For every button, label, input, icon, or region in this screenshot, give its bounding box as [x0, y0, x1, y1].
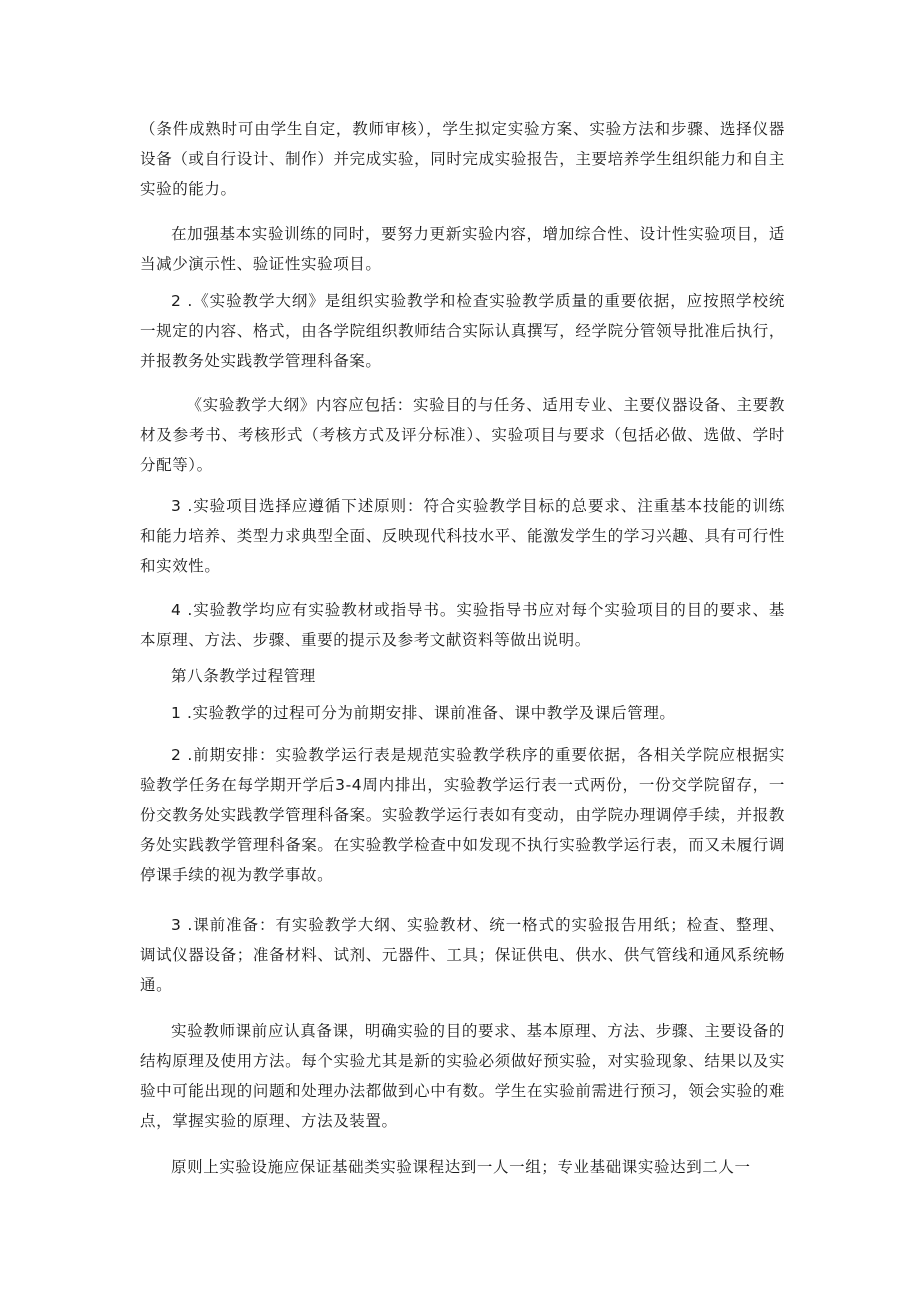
paragraph-teacher-preparation: 实验教师课前应认真备课，明确实验的目的要求、基本原理、方法、步骤、主要设备的结构原理及使用方法。每个实验尤其是新的实验必须做好预实验，对实验现象、结果以及实验中可能出现的问题和处理办法都做到心中有数。学生在实验前需进行预习，领会实验的难点，掌握实验的原理、方法及装置。	[140, 1022, 785, 1130]
paragraph-item-2-early-arrangement: 2 .前期安排：实验教学运行表是规范实验教学秩序的重要依据，各相关学院应根据实验教学任务在每学期开学后3-4周内排出，实验教学运行表一式两份，一份交学院留存，一份交教务处实践教学管理科备案。实验教学运行表如有变动，由学院办理调停手续，并报教务处实践教学管理科备案。在实验教学检查中如发现不执行实验教学运行表，而又未履行调停课手续的视为教学事故。	[140, 746, 785, 884]
paragraph-item-1-process: 1 .实验教学的过程可分为前期安排、课前准备、课中教学及课后管理。	[171, 704, 676, 722]
paragraph-item-3-project-principles: 3 .实验项目选择应遵循下述原则：符合实验教学目标的总要求、注重基本技能的训练和能力培养、类型力求典型全面、反映现代科技水平、能激发学生的学习兴趣、具有可行性和实效性。	[140, 497, 785, 575]
paragraph-item-2-syllabus: 2 .《实验教学大纲》是组织实验教学和检查实验教学质量的重要依据，应按照学校统一规定的内容、格式，由各学院组织教师结合实际认真撰写，经学院分管领导批准后执行，并报教务处实践教学管理科备案。	[140, 292, 785, 370]
paragraph-item-3-preparation: 3 .课前准备：有实验教学大纲、实验教材、统一格式的实验报告用纸；检查、整理、调试仪器设备；准备材料、试剂、元器件、工具；保证供电、供水、供气管线和通风系统畅通。	[140, 916, 785, 994]
paragraph-item-4-materials: 4 .实验教学均应有实验教材或指导书。实验指导书应对每个实验项目的目的要求、基本原理、方法、步骤、重要的提示及参考文献资料等做出说明。	[140, 601, 785, 649]
paragraph-continuation: （条件成熟时可由学生自定，教师审核），学生拟定实验方案、实验方法和步骤、选择仪器设备（或自行设计、制作）并完成实验，同时完成实验报告，主要培养学生组织能力和自主实验的能力。	[140, 120, 785, 198]
section-heading-article-8: 第八条教学过程管理	[171, 667, 316, 685]
paragraph-experiment-content: 在加强基本实验训练的同时，要努力更新实验内容，增加综合性、设计性实验项目，适当减少演示性、验证性实验项目。	[140, 225, 785, 273]
paragraph-syllabus-contents: 《实验教学大纲》内容应包括：实验目的与任务、适用专业、主要仪器设备、主要教材及参考书、考核形式（考核方式及评分标准）、实验项目与要求（包括必做、选做、学时分配等）。	[140, 396, 785, 474]
paragraph-group-size: 原则上实验设施应保证基础类实验课程达到一人一组；专业基础课实验达到二人一	[171, 1158, 751, 1176]
